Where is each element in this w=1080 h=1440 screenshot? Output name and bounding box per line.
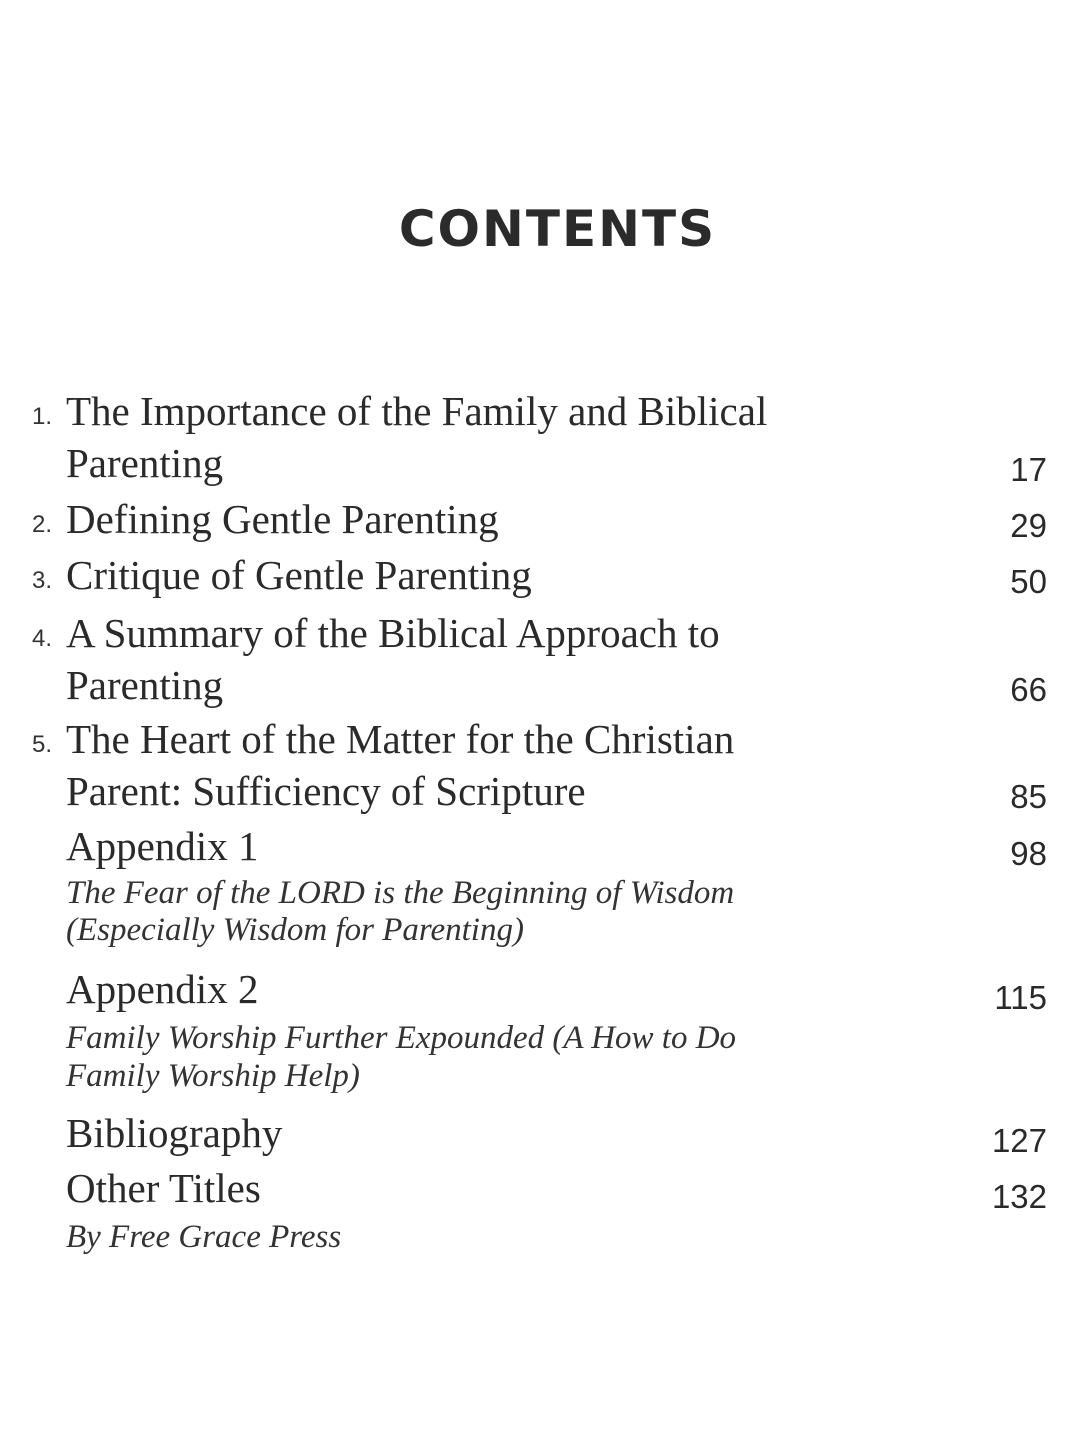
entry-page: 98: [1010, 835, 1047, 872]
entry-number: 3.: [32, 567, 53, 594]
entry-page: 115: [994, 979, 1047, 1016]
entry-page: 66: [1010, 671, 1047, 708]
entry-page: 29: [1010, 507, 1047, 544]
entry-title-line: Appendix 1: [66, 823, 259, 869]
entry-page: 132: [991, 1178, 1047, 1215]
entry-subtitle-line: (Especially Wisdom for Parenting): [66, 912, 524, 948]
entry-page: 50: [1010, 563, 1047, 600]
entry-subtitle-line: The Fear of the LORD is the Beginning of Wisdom: [66, 875, 735, 911]
entry-title-line: The Importance of the Family and Biblical: [66, 388, 768, 434]
page-title: CONTENTS: [398, 200, 717, 258]
entry-title-line: Critique of Gentle Parenting: [66, 552, 532, 598]
entry-title-line: A Summary of the Biblical Approach to: [66, 610, 720, 656]
entry-number: 5.: [32, 731, 53, 758]
entry-title-line: Parenting: [66, 662, 224, 708]
entry-number: 1.: [32, 403, 53, 430]
entry-title-line: Parenting: [66, 440, 224, 486]
entry-title-line: Appendix 2: [66, 966, 259, 1012]
entry-title-line: Bibliography: [66, 1110, 283, 1156]
entry-subtitle-line: By Free Grace Press: [66, 1219, 342, 1255]
entry-title-line: Parent: Sufficiency of Scripture: [66, 768, 586, 814]
entry-number: 2.: [32, 511, 53, 538]
entry-page: 127: [991, 1122, 1047, 1159]
entry-title-line: Defining Gentle Parenting: [66, 496, 499, 542]
entry-number: 4.: [32, 625, 53, 652]
entry-title-line: The Heart of the Matter for the Christian: [66, 716, 735, 762]
entry-title-line: Other Titles: [66, 1165, 261, 1211]
entry-page: 17: [1010, 451, 1047, 488]
entry-page: 85: [1010, 778, 1047, 815]
entry-subtitle-line: Family Worship Help): [66, 1058, 360, 1094]
entry-subtitle-line: Family Worship Further Expounded (A How to Do: [66, 1020, 737, 1056]
